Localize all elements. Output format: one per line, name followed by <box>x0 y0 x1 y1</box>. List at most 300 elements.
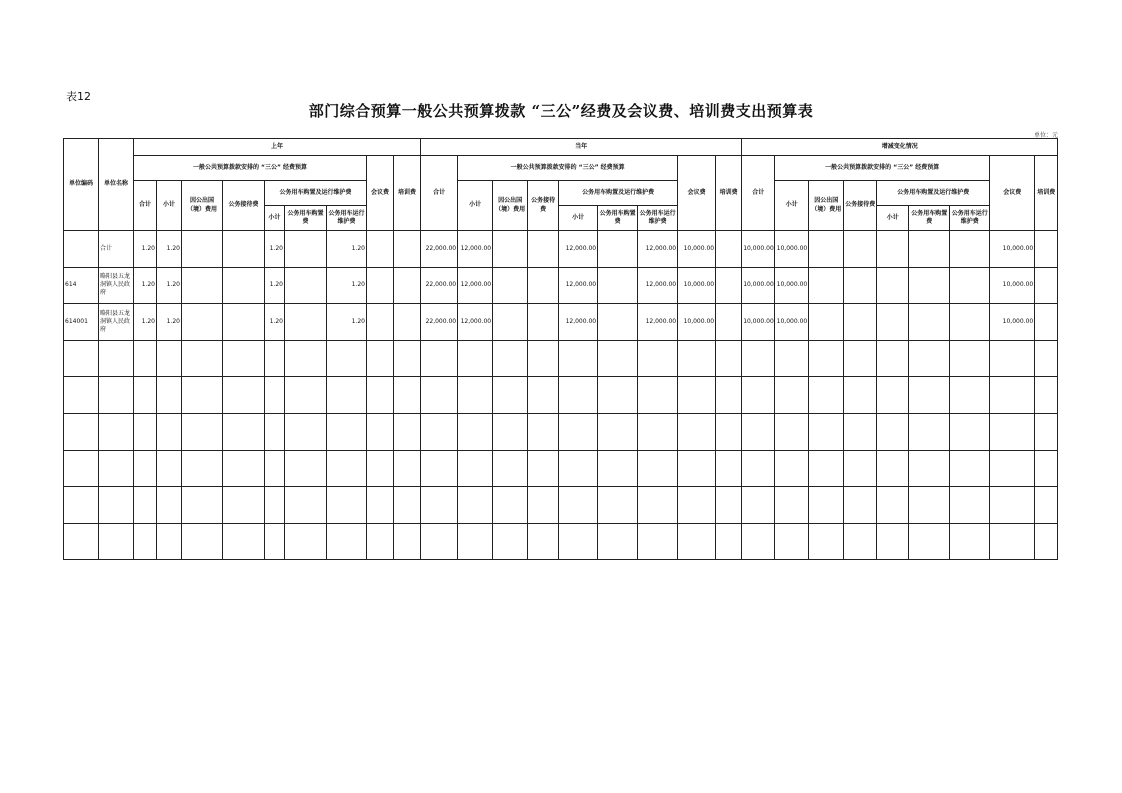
cell-curr-2 <box>493 267 528 304</box>
empty-cell <box>223 450 265 487</box>
empty-cell <box>990 523 1035 560</box>
header-curr-year: 当年 <box>421 139 742 156</box>
cell-curr-0: 22,000.00 <box>421 231 458 268</box>
empty-cell <box>458 413 493 450</box>
empty-cell <box>157 487 182 524</box>
cell-prev-4: 1.20 <box>265 267 285 304</box>
table-number: 表12 <box>66 90 91 103</box>
cell-prev-1: 1.20 <box>157 231 182 268</box>
empty-cell <box>1035 413 1058 450</box>
cell-prev-6: 1.20 <box>327 304 367 341</box>
empty-cell <box>223 340 265 377</box>
empty-cell <box>182 450 223 487</box>
empty-row <box>64 523 1058 560</box>
empty-cell <box>493 340 528 377</box>
empty-cell <box>327 523 367 560</box>
empty-cell <box>285 450 327 487</box>
cell-unit-code: 614001 <box>64 304 99 341</box>
empty-cell <box>134 377 157 414</box>
cell-diff-4 <box>877 267 909 304</box>
cell-curr-5 <box>598 231 638 268</box>
cell-curr-0: 22,000.00 <box>421 267 458 304</box>
header-curr-vehicle: 公务用车购置及运行维护费 <box>559 181 678 206</box>
cell-prev-6: 1.20 <box>327 231 367 268</box>
cell-curr-3 <box>528 267 559 304</box>
empty-cell <box>134 340 157 377</box>
cell-unit-name: 合计 <box>99 231 134 268</box>
header-prev-meeting: 会议费 <box>367 156 394 231</box>
cell-curr-8 <box>716 304 742 341</box>
cell-diff-6 <box>950 231 990 268</box>
cell-prev-0: 1.20 <box>134 231 157 268</box>
cell-curr-4: 12,000.00 <box>559 267 598 304</box>
header-curr-subtotal: 小计 <box>458 181 493 231</box>
header-curr-meeting: 会议费 <box>678 156 716 231</box>
empty-cell <box>367 377 394 414</box>
header-diff-reception: 公务接待费 <box>844 181 877 231</box>
empty-cell <box>877 377 909 414</box>
header-curr-vehicle-subtotal: 小计 <box>559 206 598 231</box>
header-prev-total: 合计 <box>134 181 157 231</box>
cell-prev-7 <box>367 231 394 268</box>
empty-cell <box>528 340 559 377</box>
cell-curr-7: 10,000.00 <box>678 267 716 304</box>
empty-cell <box>909 487 950 524</box>
empty-cell <box>157 377 182 414</box>
header-curr-vehicle-purchase: 公务用车购置费 <box>598 206 638 231</box>
cell-diff-5 <box>909 304 950 341</box>
empty-cell <box>99 487 134 524</box>
empty-cell <box>716 450 742 487</box>
header-prev-vehicle-purchase: 公务用车购置费 <box>285 206 327 231</box>
empty-cell <box>716 413 742 450</box>
cell-curr-5 <box>598 267 638 304</box>
cell-diff-0: 10,000.00 <box>742 304 775 341</box>
cell-prev-3 <box>223 304 265 341</box>
cell-prev-6: 1.20 <box>327 267 367 304</box>
empty-cell <box>182 340 223 377</box>
header-diff-abroad: 因公出国（境）费用 <box>809 181 844 231</box>
cell-unit-code <box>64 231 99 268</box>
cell-curr-1: 12,000.00 <box>458 231 493 268</box>
cell-diff-3 <box>844 231 877 268</box>
empty-cell <box>877 413 909 450</box>
cell-prev-2 <box>182 267 223 304</box>
empty-cell <box>990 340 1035 377</box>
empty-cell <box>809 340 844 377</box>
cell-diff-0: 10,000.00 <box>742 231 775 268</box>
empty-cell <box>809 523 844 560</box>
document-title: 部门综合预算一般公共预算拨款 “三公”经费及会议费、培训费支出预算表 <box>308 102 814 120</box>
empty-cell <box>99 523 134 560</box>
empty-cell <box>1035 523 1058 560</box>
cell-prev-4: 1.20 <box>265 231 285 268</box>
empty-cell <box>598 487 638 524</box>
empty-cell <box>394 450 421 487</box>
empty-cell <box>809 377 844 414</box>
empty-cell <box>775 413 809 450</box>
cell-diff-8 <box>1035 304 1058 341</box>
header-unit-code: 单位编码 <box>64 139 99 231</box>
empty-cell <box>844 340 877 377</box>
empty-cell <box>182 487 223 524</box>
empty-cell <box>327 377 367 414</box>
empty-cell <box>99 450 134 487</box>
empty-cell <box>64 487 99 524</box>
empty-cell <box>775 450 809 487</box>
empty-cell <box>367 413 394 450</box>
cell-prev-1: 1.20 <box>157 304 182 341</box>
empty-cell <box>950 340 990 377</box>
header-diff-vehicle-ops: 公务用车运行维护费 <box>950 206 990 231</box>
empty-cell <box>223 413 265 450</box>
empty-cell <box>285 377 327 414</box>
empty-cell <box>367 523 394 560</box>
empty-cell <box>559 487 598 524</box>
empty-cell <box>950 487 990 524</box>
empty-cell <box>742 523 775 560</box>
empty-cell <box>990 413 1035 450</box>
empty-cell <box>182 377 223 414</box>
cell-diff-0: 10,000.00 <box>742 267 775 304</box>
empty-cell <box>1035 340 1058 377</box>
cell-prev-4: 1.20 <box>265 304 285 341</box>
cell-prev-5 <box>285 304 327 341</box>
empty-cell <box>182 413 223 450</box>
empty-cell <box>367 340 394 377</box>
empty-row <box>64 487 1058 524</box>
empty-cell <box>367 450 394 487</box>
empty-cell <box>64 450 99 487</box>
empty-cell <box>598 377 638 414</box>
header-curr-sangong: 一般公共预算拨款安排的 “三公” 经费预算 <box>458 156 678 181</box>
cell-diff-1: 10,000.00 <box>775 231 809 268</box>
empty-cell <box>909 413 950 450</box>
cell-prev-5 <box>285 231 327 268</box>
empty-cell <box>638 523 678 560</box>
empty-cell <box>421 413 458 450</box>
empty-cell <box>182 523 223 560</box>
empty-cell <box>134 523 157 560</box>
cell-prev-5 <box>285 267 327 304</box>
empty-cell <box>394 377 421 414</box>
empty-cell <box>64 340 99 377</box>
empty-cell <box>285 340 327 377</box>
header-diff-sangong: 一般公共预算拨款安排的 “三公” 经费预算 <box>775 156 990 181</box>
empty-cell <box>950 413 990 450</box>
empty-row <box>64 340 1058 377</box>
empty-cell <box>678 413 716 450</box>
header-diff-meeting: 会议费 <box>990 156 1035 231</box>
header-prev-training: 培训费 <box>394 156 421 231</box>
header-diff-vehicle: 公务用车购置及运行维护费 <box>877 181 990 206</box>
empty-cell <box>950 377 990 414</box>
empty-cell <box>844 450 877 487</box>
empty-cell <box>528 377 559 414</box>
empty-cell <box>421 523 458 560</box>
cell-diff-5 <box>909 267 950 304</box>
empty-cell <box>421 487 458 524</box>
empty-cell <box>327 413 367 450</box>
empty-cell <box>157 413 182 450</box>
empty-cell <box>877 450 909 487</box>
empty-cell <box>844 413 877 450</box>
empty-cell <box>678 340 716 377</box>
empty-cell <box>493 450 528 487</box>
cell-diff-6 <box>950 304 990 341</box>
cell-prev-8 <box>394 267 421 304</box>
cell-diff-2 <box>809 267 844 304</box>
empty-cell <box>775 340 809 377</box>
empty-cell <box>877 487 909 524</box>
cell-diff-7: 10,000.00 <box>990 267 1035 304</box>
cell-prev-7 <box>367 267 394 304</box>
empty-cell <box>285 523 327 560</box>
empty-cell <box>99 340 134 377</box>
empty-cell <box>285 413 327 450</box>
header-curr-abroad: 因公出国（境）费用 <box>493 181 528 231</box>
empty-cell <box>809 413 844 450</box>
header-prev-subtotal: 小计 <box>157 181 182 231</box>
empty-cell <box>157 523 182 560</box>
empty-cell <box>421 340 458 377</box>
empty-cell <box>559 523 598 560</box>
empty-cell <box>598 450 638 487</box>
empty-cell <box>265 377 285 414</box>
empty-cell <box>598 523 638 560</box>
empty-cell <box>678 450 716 487</box>
empty-cell <box>950 523 990 560</box>
empty-cell <box>990 377 1035 414</box>
empty-cell <box>528 523 559 560</box>
cell-curr-4: 12,000.00 <box>559 231 598 268</box>
header-curr-total: 合计 <box>421 156 458 231</box>
empty-cell <box>559 340 598 377</box>
empty-cell <box>493 377 528 414</box>
empty-cell <box>421 377 458 414</box>
empty-cell <box>64 523 99 560</box>
empty-cell <box>678 377 716 414</box>
header-curr-vehicle-ops: 公务用车运行维护费 <box>638 206 678 231</box>
empty-cell <box>844 377 877 414</box>
cell-unit-name: 略阳县五龙洞镇人民政府 <box>99 304 134 341</box>
cell-curr-6: 12,000.00 <box>638 267 678 304</box>
empty-cell <box>458 377 493 414</box>
empty-cell <box>909 450 950 487</box>
empty-cell <box>64 377 99 414</box>
cell-diff-4 <box>877 231 909 268</box>
empty-cell <box>990 450 1035 487</box>
header-curr-training: 培训费 <box>716 156 742 231</box>
unit-label: 单位：元 <box>1033 132 1058 139</box>
table-body <box>64 231 1058 560</box>
header-diff-total: 合计 <box>742 156 775 231</box>
empty-cell <box>265 523 285 560</box>
empty-cell <box>638 340 678 377</box>
cell-diff-3 <box>844 267 877 304</box>
cell-curr-0: 22,000.00 <box>421 304 458 341</box>
cell-curr-4: 12,000.00 <box>559 304 598 341</box>
cell-prev-0: 1.20 <box>134 267 157 304</box>
empty-row <box>64 377 1058 414</box>
empty-cell <box>285 487 327 524</box>
empty-cell <box>844 523 877 560</box>
cell-diff-4 <box>877 304 909 341</box>
cell-unit-code: 614 <box>64 267 99 304</box>
cell-prev-3 <box>223 231 265 268</box>
empty-cell <box>1035 450 1058 487</box>
empty-cell <box>716 377 742 414</box>
empty-cell <box>394 340 421 377</box>
header-unit-name: 单位名称 <box>99 139 134 231</box>
header-diff-training: 培训费 <box>1035 156 1058 231</box>
empty-cell <box>598 340 638 377</box>
empty-cell <box>493 523 528 560</box>
empty-cell <box>223 523 265 560</box>
cell-diff-6 <box>950 267 990 304</box>
empty-row <box>64 413 1058 450</box>
header-prev-reception: 公务接待费 <box>223 181 265 231</box>
empty-cell <box>844 487 877 524</box>
empty-cell <box>458 523 493 560</box>
empty-cell <box>1035 377 1058 414</box>
cell-prev-0: 1.20 <box>134 304 157 341</box>
empty-cell <box>1035 487 1058 524</box>
empty-cell <box>493 487 528 524</box>
empty-cell <box>638 413 678 450</box>
header-prev-vehicle: 公务用车购置及运行维护费 <box>265 181 367 206</box>
cell-diff-1: 10,000.00 <box>775 267 809 304</box>
cell-curr-6: 12,000.00 <box>638 231 678 268</box>
empty-cell <box>157 340 182 377</box>
cell-curr-1: 12,000.00 <box>458 304 493 341</box>
cell-prev-2 <box>182 304 223 341</box>
empty-cell <box>909 377 950 414</box>
empty-cell <box>809 487 844 524</box>
cell-diff-1: 10,000.00 <box>775 304 809 341</box>
empty-cell <box>394 487 421 524</box>
empty-cell <box>99 377 134 414</box>
empty-cell <box>559 450 598 487</box>
empty-cell <box>742 450 775 487</box>
empty-cell <box>559 413 598 450</box>
empty-cell <box>742 377 775 414</box>
cell-diff-2 <box>809 231 844 268</box>
cell-curr-5 <box>598 304 638 341</box>
empty-cell <box>394 523 421 560</box>
header-diff-vehicle-purchase: 公务用车购置费 <box>909 206 950 231</box>
empty-cell <box>559 377 598 414</box>
cell-diff-2 <box>809 304 844 341</box>
empty-cell <box>950 450 990 487</box>
header-prev-year: 上年 <box>134 139 421 156</box>
empty-cell <box>157 450 182 487</box>
empty-cell <box>223 377 265 414</box>
empty-cell <box>223 487 265 524</box>
cell-curr-2 <box>493 231 528 268</box>
cell-diff-5 <box>909 231 950 268</box>
header-prev-sangong: 一般公共预算拨款安排的 “三公” 经费预算 <box>134 156 367 181</box>
empty-cell <box>678 487 716 524</box>
empty-cell <box>716 523 742 560</box>
cell-diff-8 <box>1035 231 1058 268</box>
cell-curr-7: 10,000.00 <box>678 304 716 341</box>
empty-cell <box>678 523 716 560</box>
empty-cell <box>265 487 285 524</box>
empty-cell <box>528 413 559 450</box>
cell-diff-7: 10,000.00 <box>990 304 1035 341</box>
cell-prev-7 <box>367 304 394 341</box>
empty-cell <box>528 450 559 487</box>
cell-prev-8 <box>394 231 421 268</box>
cell-unit-name: 略阳县五龙洞镇人民政府 <box>99 267 134 304</box>
empty-cell <box>742 413 775 450</box>
empty-row <box>64 450 1058 487</box>
empty-cell <box>99 413 134 450</box>
table-row <box>64 304 1058 341</box>
cell-diff-7: 10,000.00 <box>990 231 1035 268</box>
empty-cell <box>775 523 809 560</box>
cell-curr-1: 12,000.00 <box>458 267 493 304</box>
empty-cell <box>265 450 285 487</box>
cell-curr-6: 12,000.00 <box>638 304 678 341</box>
budget-table <box>63 138 1058 560</box>
empty-cell <box>990 487 1035 524</box>
table-row <box>64 267 1058 304</box>
cell-curr-2 <box>493 304 528 341</box>
cell-prev-1: 1.20 <box>157 267 182 304</box>
empty-cell <box>598 413 638 450</box>
empty-cell <box>421 450 458 487</box>
empty-cell <box>394 413 421 450</box>
header-prev-vehicle-ops: 公务用车运行维护费 <box>327 206 367 231</box>
empty-cell <box>64 413 99 450</box>
cell-curr-8 <box>716 267 742 304</box>
empty-cell <box>638 487 678 524</box>
empty-cell <box>638 377 678 414</box>
empty-cell <box>327 450 367 487</box>
empty-cell <box>134 450 157 487</box>
cell-prev-8 <box>394 304 421 341</box>
empty-cell <box>909 340 950 377</box>
header-prev-vehicle-subtotal: 小计 <box>265 206 285 231</box>
cell-curr-3 <box>528 231 559 268</box>
cell-prev-2 <box>182 231 223 268</box>
empty-cell <box>742 487 775 524</box>
table-row <box>64 231 1058 268</box>
empty-cell <box>134 413 157 450</box>
header-diff-subtotal: 小计 <box>775 181 809 231</box>
cell-curr-7: 10,000.00 <box>678 231 716 268</box>
empty-cell <box>493 413 528 450</box>
empty-cell <box>716 487 742 524</box>
empty-cell <box>909 523 950 560</box>
header-diff-vehicle-subtotal: 小计 <box>877 206 909 231</box>
empty-cell <box>458 487 493 524</box>
empty-cell <box>877 523 909 560</box>
cell-curr-3 <box>528 304 559 341</box>
empty-cell <box>327 487 367 524</box>
header-curr-reception: 公务接待费 <box>528 181 559 231</box>
empty-cell <box>327 340 367 377</box>
empty-cell <box>809 450 844 487</box>
empty-cell <box>775 487 809 524</box>
empty-cell <box>716 340 742 377</box>
empty-cell <box>775 377 809 414</box>
empty-cell <box>458 340 493 377</box>
empty-cell <box>458 450 493 487</box>
header-change: 增减变化情况 <box>742 139 1058 156</box>
